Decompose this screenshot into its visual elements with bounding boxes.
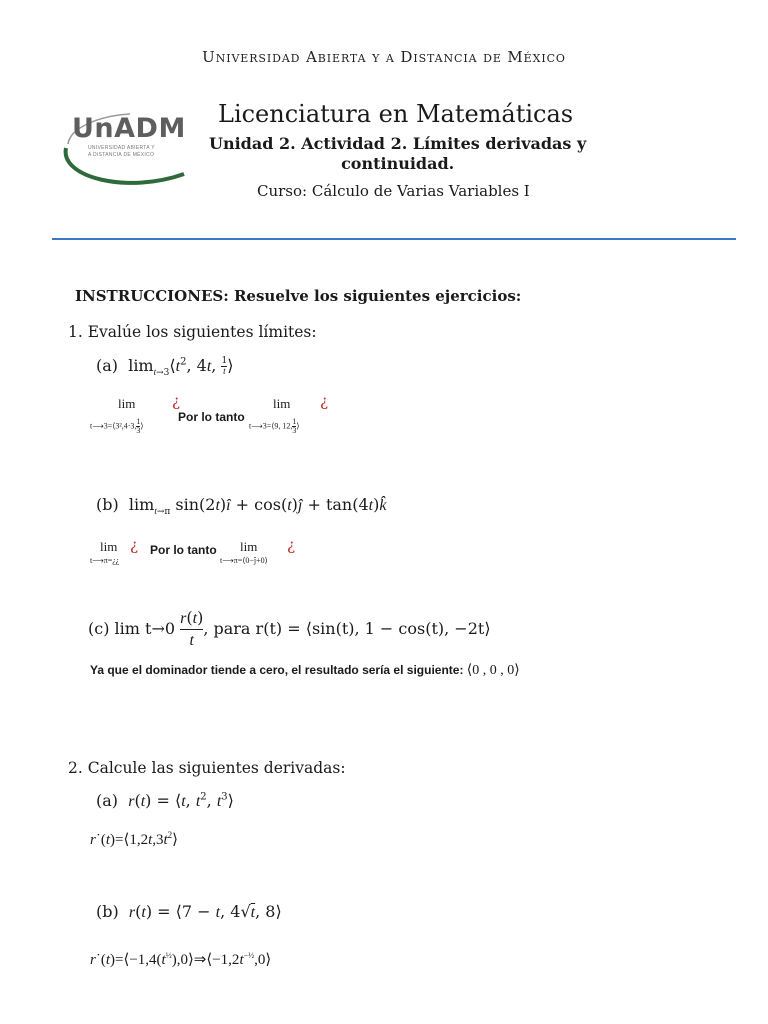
question-2b-statement	[96, 902, 282, 922]
q2a-statement-visible: (a) r(t) = ⟨t, $t^2$, $t^3⟩$	[96, 791, 234, 810]
q1a-sub-2: t⟶3=⟨9, 12, 1 3⟩	[249, 417, 300, 435]
q2a-answer-visible: $r˙(t)=⟨1,2t,3t^2⟩$	[90, 830, 179, 848]
q1b-sub-1: t⟶π=¿¿	[90, 556, 120, 565]
degree-title: Licenciatura en Matemáticas	[218, 100, 574, 128]
university-name: Universidad Abierta y a Distancia de México	[202, 48, 566, 66]
q1b-mark-2: ¿	[287, 536, 296, 554]
q1b-statement-visible: (b) $\lim_{t\to\pi}$ sin(2t)î + cos(t)ĵ + tan(4t)k̂	[96, 495, 387, 518]
q1c-fraction: $\frac{r(t)}{t}$	[180, 608, 204, 649]
activity-line-1: Unidad 2. Actividad 2. Límites derivadas y	[209, 134, 587, 153]
q2b-answer	[90, 950, 271, 969]
q1b-lim-1: lim	[100, 539, 118, 554]
q1c-answer-text: Ya que el dominador tiende a cero, el resultado sería el siguiente:	[90, 663, 464, 677]
q1b-sub-2: t⟶π=⟨0−ĵ+0⟩	[220, 556, 268, 565]
q1c-answer-value: ⟨0 , 0 , 0⟩	[466, 663, 520, 678]
q1a-statement-visible: (a) $\lim_{t\to 3}⟨t^2$, 4t, $\frac{1}{t}⟩$	[96, 355, 234, 379]
question-2-title: 2. Calcule las siguientes derivadas:	[68, 759, 346, 777]
header-divider	[52, 238, 736, 240]
unadm-logo	[58, 108, 190, 190]
q1a-sub-2-text: t⟶3=⟨9, 12,	[249, 421, 293, 431]
logo-subtitle-1: UNIVERSIDAD ABIERTA Y	[88, 145, 155, 151]
q1b-lim-2: lim	[240, 539, 258, 554]
activity-title	[209, 134, 586, 174]
activity-line-2: continuidad.	[341, 154, 455, 173]
instructions: INSTRUCCIONES: Resuelve los siguientes ejercicios:	[75, 287, 522, 305]
q1a-therefore: Por lo tanto	[178, 410, 245, 424]
q1a-mark-2: ¿	[320, 392, 329, 410]
question-1a-statement	[96, 356, 233, 378]
q1a-sub-1: t⟶3=⟨3²,4·3, 1 3⟩	[90, 417, 144, 435]
q1c-prefix: (c) lim t→0	[88, 619, 176, 638]
q1a-mark-1: ¿	[172, 392, 181, 410]
question-2a-statement	[96, 791, 234, 811]
q1c-suffix: , para r(t) = ⟨sin(t), 1 − cos(t), −2t⟩	[203, 619, 491, 638]
course-title: Curso: Cálculo de Varias Variables I	[257, 182, 530, 200]
q1a-lim-2: lim	[273, 396, 291, 411]
q1a-sub-1-text: t⟶3=⟨3²,4·3,	[90, 421, 137, 431]
q1c-answer	[90, 662, 520, 679]
q2a-answer	[90, 830, 178, 849]
q2b-answer-visible: $r˙(t)=⟨-1,4(t^{\frac{1}{2}}),0⟩\Rightarrow⟨-1,2t^{-\frac{1}{2}},0⟩$	[90, 951, 272, 968]
logo-text: UnADM	[72, 113, 186, 144]
question-1-title: 1. Evalúe los siguientes límites:	[68, 323, 317, 341]
question-1b-statement	[96, 495, 386, 517]
q1b-mark-1: ¿	[130, 536, 139, 554]
q1a-lim-1: lim	[118, 396, 136, 411]
logo-subtitle-2: A DISTANCIA DE MÉXICO	[88, 152, 155, 158]
q2b-statement-visible: (b) r(t) = ⟨7 − t, 4√t, 8⟩	[96, 902, 282, 921]
q1b-therefore: Por lo tanto	[150, 543, 217, 557]
question-1c-statement	[88, 608, 491, 651]
